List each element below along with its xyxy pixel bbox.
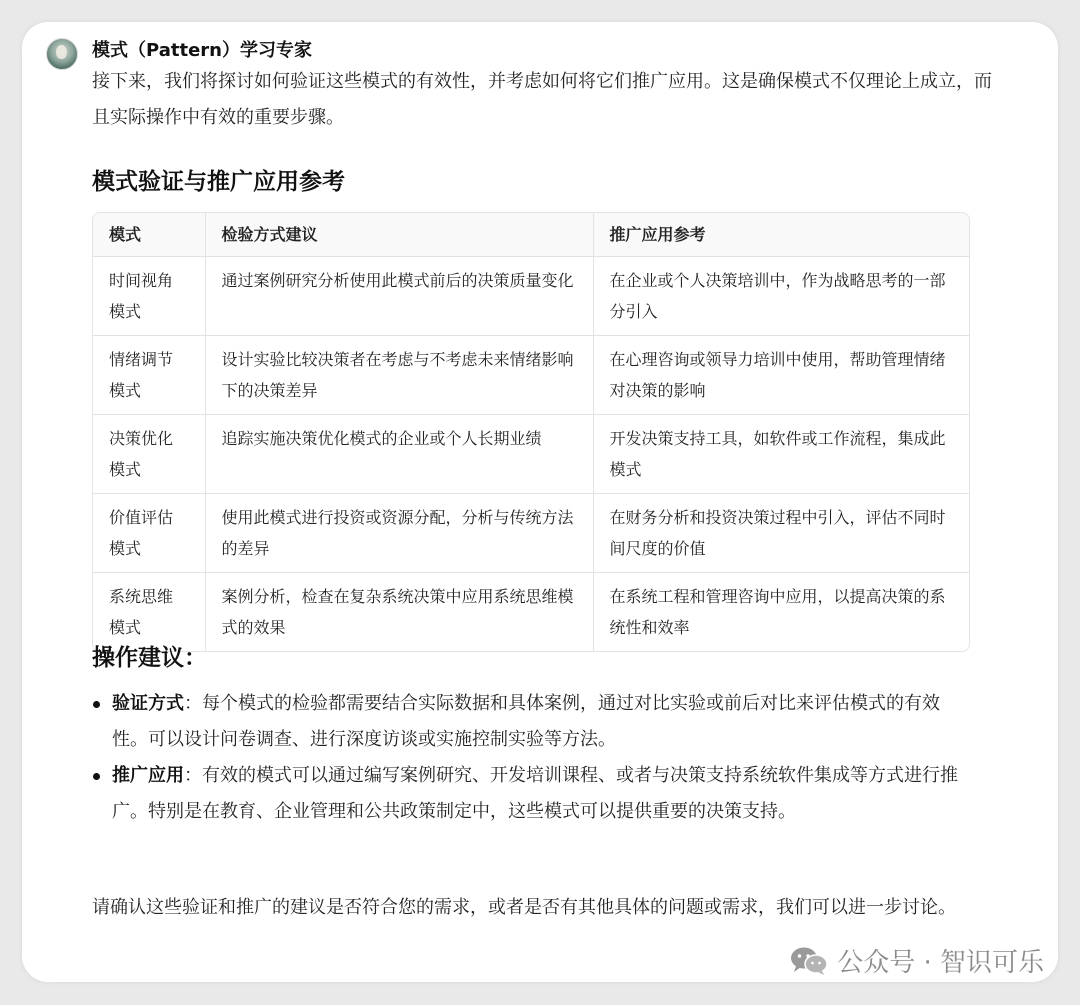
bullet-dot-icon bbox=[93, 701, 100, 708]
table-header-row bbox=[93, 213, 969, 257]
list-item-label: 验证方式 bbox=[112, 693, 184, 714]
watermark-text: 公众号 · 智识可乐 bbox=[837, 948, 1044, 978]
bullet-dot-icon bbox=[93, 773, 100, 780]
table-cell-application: 在财务分析和投资决策过程中引入，评估不同时间尺度的价值 bbox=[593, 494, 969, 573]
table-cell-pattern: 情绪调节模式 bbox=[93, 336, 205, 415]
table-cell-test-method: 使用此模式进行投资或资源分配，分析与传统方法的差异 bbox=[205, 494, 593, 573]
table-row bbox=[93, 336, 969, 415]
list-item-text: ：有效的模式可以通过编写案例研究、开发培训课程、或者与决策支持系统软件集成等方式进行推广。特别是在教育、企业管理和公共政策制定中，这些模式可以提供重要的决策支持。 bbox=[112, 765, 958, 822]
list-item bbox=[92, 686, 972, 758]
table-cell-pattern: 决策优化模式 bbox=[93, 415, 205, 494]
ops-bullet-list bbox=[92, 686, 972, 830]
pattern-table bbox=[92, 212, 970, 652]
list-item-label: 推广应用 bbox=[112, 765, 184, 786]
table-cell-test-method: 案例分析，检查在复杂系统决策中应用系统思维模式的效果 bbox=[205, 573, 593, 652]
table-header-cell: 检验方式建议 bbox=[205, 213, 593, 257]
list-item-text: ：每个模式的检验都需要结合实际数据和具体案例，通过对比实验或前后对比来评估模式的有效性。可以设计问卷调查、进行深度访谈或实施控制实验等方法。 bbox=[112, 693, 940, 750]
table-cell-test-method: 设计实验比较决策者在考虑与不考虑未来情绪影响下的决策差异 bbox=[205, 336, 593, 415]
table-row bbox=[93, 415, 969, 494]
table-header-cell: 推广应用参考 bbox=[593, 213, 969, 257]
table-header-cell: 模式 bbox=[93, 213, 205, 257]
table-cell-pattern: 时间视角模式 bbox=[93, 257, 205, 336]
table-cell-application: 在心理咨询或领导力培训中使用，帮助管理情绪对决策的影响 bbox=[593, 336, 969, 415]
table-cell-pattern: 系统思维模式 bbox=[93, 573, 205, 652]
table-cell-test-method: 通过案例研究分析使用此模式前后的决策质量变化 bbox=[205, 257, 593, 336]
ops-section-title: 操作建议： bbox=[92, 645, 207, 671]
table-row bbox=[93, 494, 969, 573]
list-item bbox=[92, 758, 972, 830]
wechat-icon bbox=[789, 946, 829, 976]
watermark bbox=[789, 942, 1044, 979]
table-cell-application: 在企业或个人决策培训中，作为战略思考的一部分引入 bbox=[593, 257, 969, 336]
chat-message-card bbox=[22, 22, 1058, 982]
table-cell-test-method: 追踪实施决策优化模式的企业或个人长期业绩 bbox=[205, 415, 593, 494]
table-cell-application: 在系统工程和管理咨询中应用，以提高决策的系统性和效率 bbox=[609, 587, 946, 637]
intro-paragraph: 接下来，我们将探讨如何验证这些模式的有效性，并考虑如何将它们推广应用。这是确保模式不仅理论上成立，而且实际操作中有效的重要步骤。 bbox=[92, 71, 992, 128]
table-cell-pattern: 价值评估模式 bbox=[93, 494, 205, 573]
assistant-avatar[interactable] bbox=[46, 38, 78, 70]
table-row bbox=[93, 257, 969, 336]
table-section-title: 模式验证与推广应用参考 bbox=[92, 169, 345, 195]
assistant-name: 模式（Pattern）学习专家 bbox=[92, 40, 312, 61]
closing-paragraph: 请确认这些验证和推广的建议是否符合您的需求，或者是否有其他具体的问题或需求，我们可以进一步讨论。 bbox=[92, 897, 956, 918]
table-row bbox=[93, 573, 969, 652]
table-cell-application: 开发决策支持工具，如软件或工作流程，集成此模式 bbox=[593, 415, 969, 494]
